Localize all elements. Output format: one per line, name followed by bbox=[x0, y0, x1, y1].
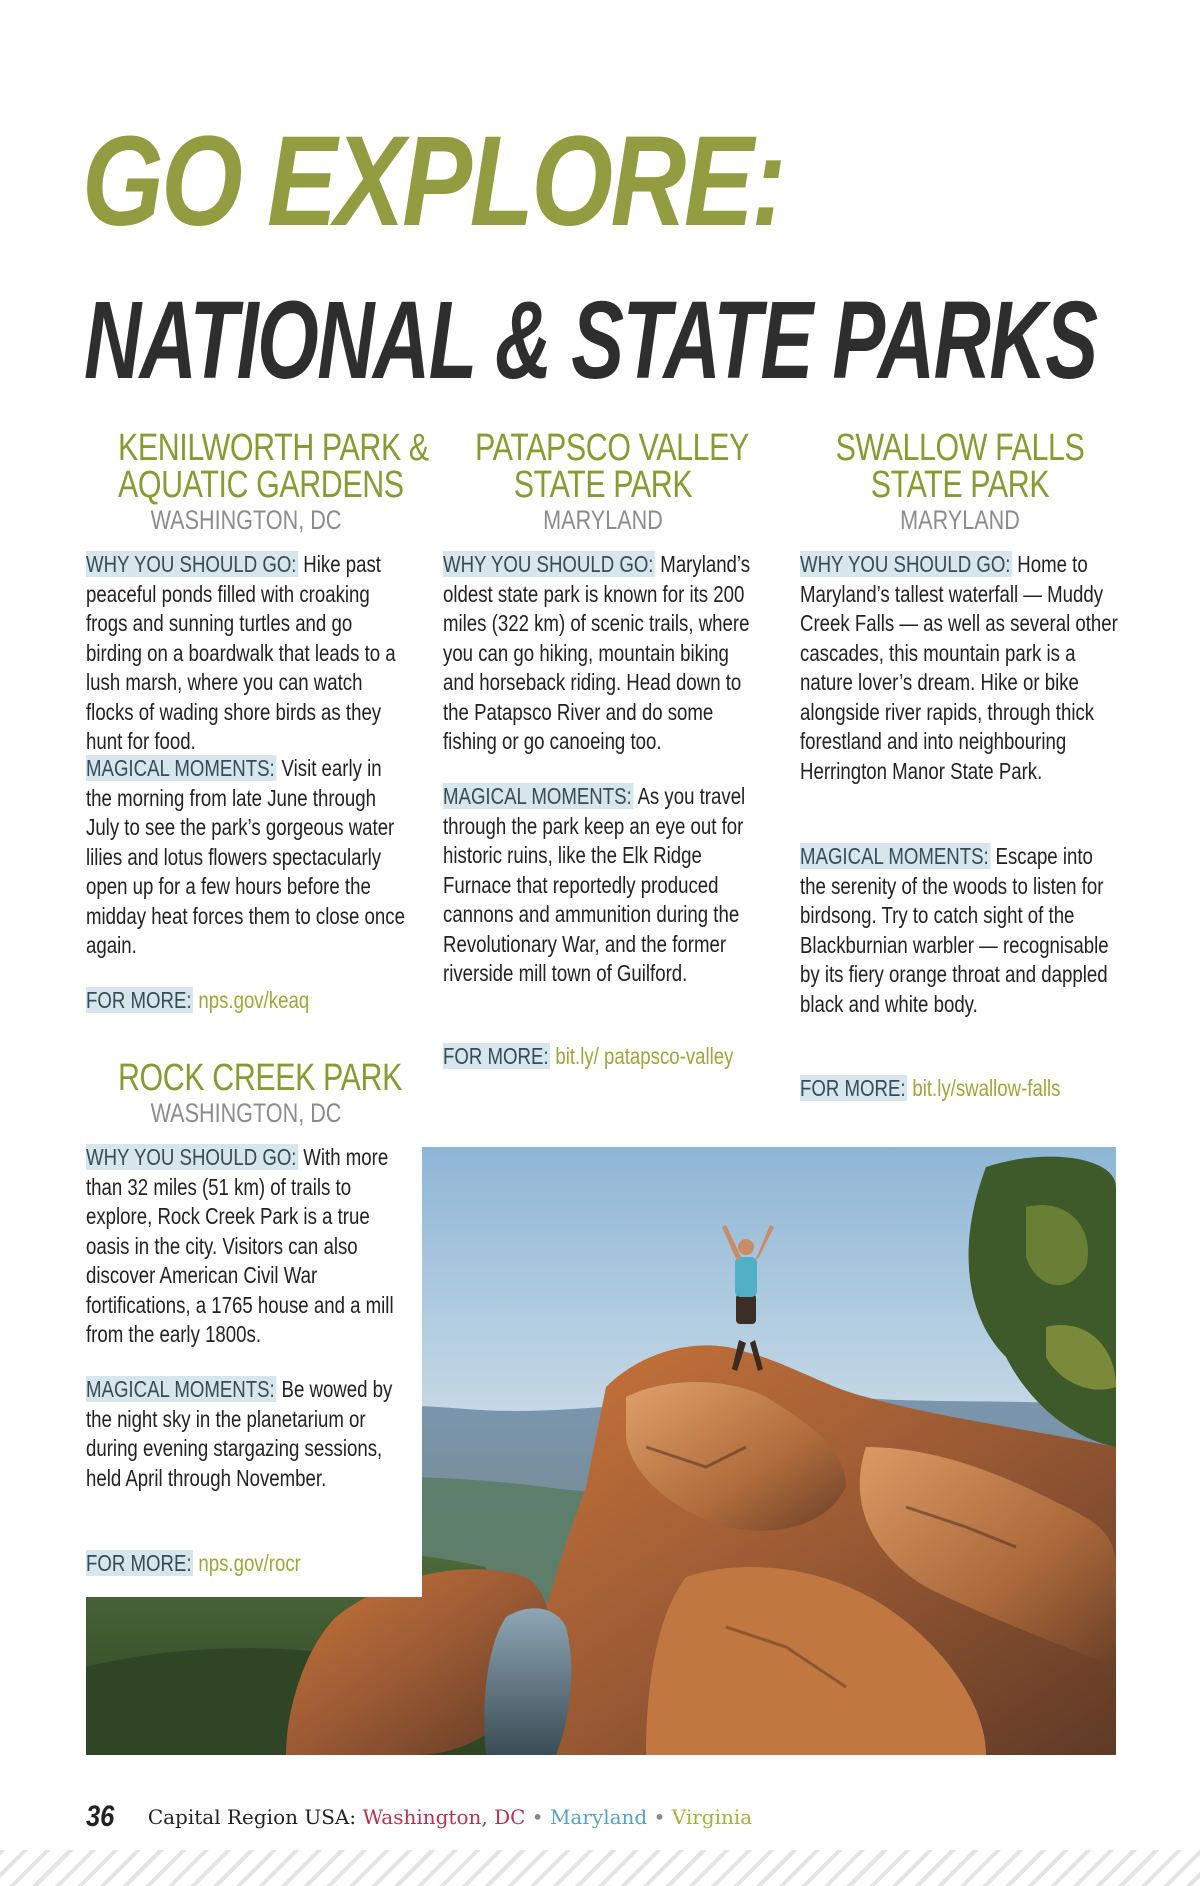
park-link[interactable]: bit.ly/swallow-falls bbox=[912, 1075, 1061, 1101]
why-section bbox=[443, 550, 763, 766]
more-section bbox=[86, 1549, 406, 1579]
magic-text: Be wowed by the night sky in the planetarium or during evening stargazing sessions, held April through November. bbox=[86, 1376, 393, 1491]
park-location: MARYLAND bbox=[900, 505, 1020, 535]
park-location: WASHINGTON, DC bbox=[150, 505, 342, 535]
park-name-line2: STATE PARK bbox=[513, 464, 693, 506]
park-location: MARYLAND bbox=[543, 505, 663, 535]
park-link[interactable]: nps.gov/rocr bbox=[198, 1550, 301, 1576]
park-name-line2: AQUATIC GARDENS bbox=[118, 464, 404, 506]
park-name-line1: KENILWORTH PARK & bbox=[118, 427, 429, 469]
page-title-line2: NATIONAL & STATE PARKS bbox=[84, 279, 1097, 402]
park-card-patapsco bbox=[443, 427, 763, 1069]
footer-region-md: Maryland bbox=[549, 1805, 648, 1829]
park-name-line1: PATAPSCO VALLEY bbox=[475, 427, 749, 469]
park-link[interactable]: nps.gov/keaq bbox=[198, 987, 310, 1013]
park-name bbox=[475, 427, 749, 506]
park-card-rock-creek bbox=[86, 1057, 406, 1576]
magic-section bbox=[800, 842, 1120, 1058]
park-name bbox=[118, 1057, 402, 1099]
why-label: WHY YOU SHOULD GO: bbox=[86, 551, 297, 577]
magic-label: MAGICAL MOMENTS: bbox=[443, 783, 632, 809]
park-name-line1: SWALLOW FALLS bbox=[835, 427, 1085, 469]
magic-section bbox=[443, 782, 763, 1026]
why-text: With more than 32 miles (51 km) of trails to explore, Rock Creek Park is a true oasis in the city. Visitors can also discover American Civil War fortifications, a 1765 house and a mill from the early 1800s. bbox=[86, 1144, 394, 1347]
magic-section bbox=[86, 754, 406, 970]
magic-text: Visit early in the morning from late June through July to see the park’s gorgeous water lilies and lotus flowers spectacularly open up for a few hours before the midday heat forces them to close once again. bbox=[86, 755, 405, 958]
page-footer bbox=[86, 1800, 752, 1840]
footer-prefix: Capital Region USA: bbox=[147, 1805, 357, 1829]
why-label: WHY YOU SHOULD GO: bbox=[800, 551, 1011, 577]
magic-text: As you travel through the park keep an eye out for historic ruins, like the Elk Ridge Furnace that reportedly produced cannons and ammunition during the Revolutionary War, and the former riverside mill town of Guilford. bbox=[443, 783, 746, 986]
footer-separator: • bbox=[531, 1805, 544, 1829]
why-section bbox=[86, 1143, 406, 1359]
why-text: Hike past peaceful ponds filled with croaking frogs and sunning turtles and go birding on a boardwalk that leads to a lush marsh, where you can watch flocks of wading shore birds as they hunt for food. bbox=[86, 551, 396, 754]
why-section bbox=[86, 550, 406, 754]
more-section bbox=[443, 1042, 763, 1072]
page-title-line1: GO EXPLORE: bbox=[82, 110, 784, 253]
more-label: FOR MORE: bbox=[86, 987, 192, 1013]
park-name bbox=[832, 427, 1088, 506]
magic-section bbox=[86, 1375, 406, 1533]
park-name-line1: ROCK CREEK PARK bbox=[118, 1057, 402, 1099]
magic-text: Escape into the serenity of the woods to listen for birdsong. Try to catch sight of the Blackburnian warbler — recognisable by its fiery orange throat and dappled black and white body. bbox=[800, 843, 1109, 1017]
footer-separator: • bbox=[653, 1805, 666, 1829]
more-section bbox=[800, 1074, 1120, 1104]
footer-region-dc: Washington, DC bbox=[362, 1805, 526, 1829]
park-card-kenilworth bbox=[86, 427, 429, 1013]
magic-label: MAGICAL MOMENTS: bbox=[86, 755, 275, 781]
more-section bbox=[86, 986, 406, 1016]
footer-credit bbox=[148, 1805, 752, 1829]
magic-label: MAGICAL MOMENTS: bbox=[86, 1376, 275, 1402]
footer-stripes bbox=[0, 1850, 1200, 1886]
page-number: 36 bbox=[86, 1800, 115, 1833]
why-text: Home to Maryland’s tallest waterfall — Muddy Creek Falls — as well as several other cascades, this mountain park is a nature lover’s dream. Hike or bike alongside river rapids, through thick forestland and into neighbouring Herrington Manor State Park. bbox=[800, 551, 1118, 784]
magic-label: MAGICAL MOMENTS: bbox=[800, 843, 989, 869]
park-name-line2: STATE PARK bbox=[870, 464, 1050, 506]
park-location: WASHINGTON, DC bbox=[150, 1098, 342, 1128]
why-section bbox=[800, 550, 1120, 826]
more-label: FOR MORE: bbox=[86, 1550, 192, 1576]
footer-region-va: Virginia bbox=[671, 1805, 753, 1829]
park-card-swallow-falls bbox=[800, 427, 1120, 1101]
why-label: WHY YOU SHOULD GO: bbox=[443, 551, 654, 577]
why-label: WHY YOU SHOULD GO: bbox=[86, 1144, 297, 1170]
why-text: Maryland’s oldest state park is known for its 200 miles (322 km) of scenic trails, where you can go hiking, mountain biking and horseback riding. Head down to the Patapsco River and do some fishing or go canoeing too. bbox=[443, 551, 751, 754]
more-label: FOR MORE: bbox=[443, 1043, 549, 1069]
park-link[interactable]: bit.ly/ patapsco-valley bbox=[555, 1043, 734, 1069]
park-name bbox=[118, 427, 429, 506]
more-label: FOR MORE: bbox=[800, 1075, 906, 1101]
